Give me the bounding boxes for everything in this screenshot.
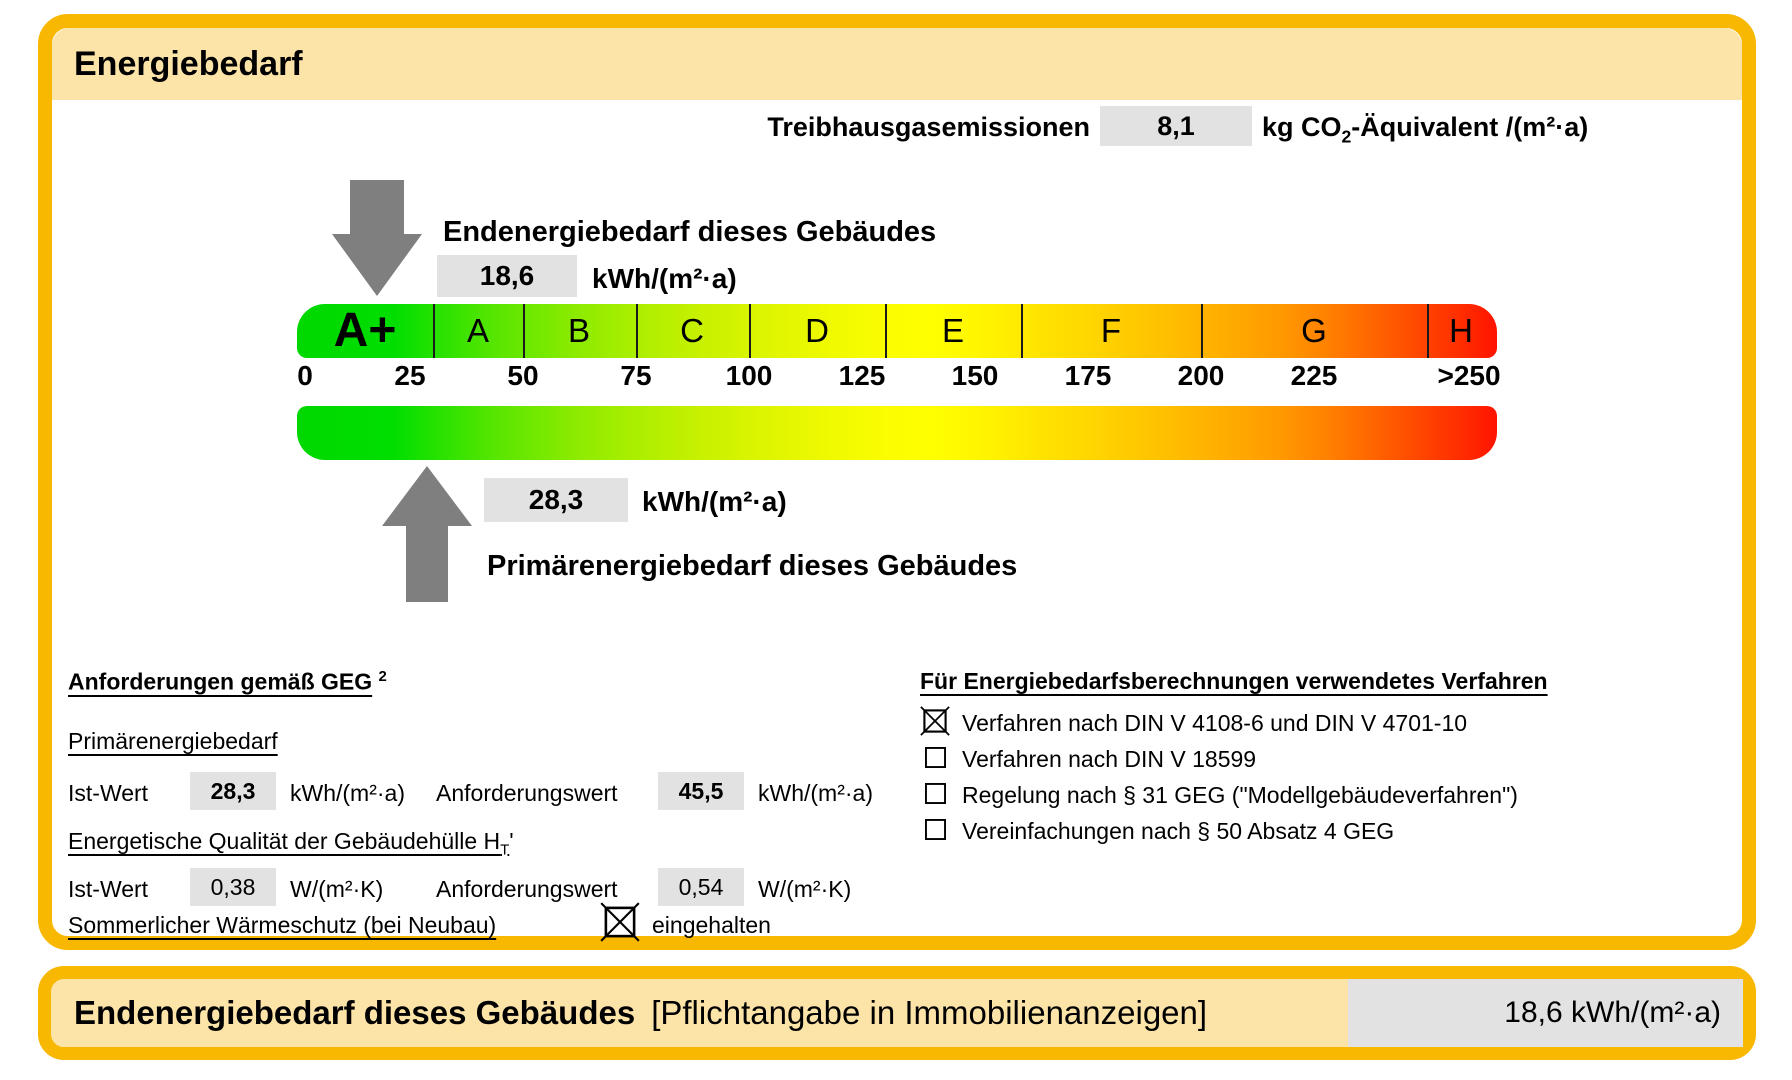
tick-25: 25 [394,360,426,391]
class-label-c: C [680,312,704,349]
unchecked-checkbox-icon[interactable] [922,816,949,843]
tick-125: 125 [838,360,886,391]
tick-175: 175 [1064,360,1112,391]
primary-energy-unit: kWh/(m²·a) [642,486,787,517]
tick-150: 150 [951,360,999,391]
footer-label: Endenergiebedarf dieses Gebäudes [74,994,636,1031]
primary-actual-value-field[interactable] [190,772,276,810]
main-panel-frame [38,14,1756,950]
unchecked-checkbox-icon[interactable] [922,780,949,807]
footer-value-field[interactable] [1348,979,1743,1047]
summer-protection-heading: Sommerlicher Wärmeschutz (bei Neubau) [68,912,497,938]
class-label-f: F [1100,312,1122,349]
method-item-label: Verfahren nach DIN V 4108-6 und DIN V 4701-10 [962,710,1468,736]
envelope-required-label: Anforderungswert [436,876,618,902]
final-energy-value: 18,6 [479,260,535,291]
summer-protection-status: eingehalten [652,912,771,938]
envelope-actual-unit: W/(m²·K) [290,876,384,902]
class-divider [885,304,887,358]
emissions-value-field[interactable] [1100,106,1252,146]
checked-checkbox-icon[interactable] [600,902,640,942]
primary-required-unit: kWh/(m²·a) [758,780,873,806]
primary-required-label: Anforderungswert [436,780,618,806]
class-divider [433,304,435,358]
emissions-label: Treibhausgasemissionen [767,112,1090,142]
primary-energy-value-field[interactable] [484,478,628,522]
primary-required-value-field[interactable] [658,772,744,810]
tick-250plus: >250 [1437,360,1501,391]
section-header-bar [52,28,1742,100]
envelope-actual-value-field[interactable] [190,868,276,906]
class-label-b: B [567,312,591,349]
final-energy-arrow-shaft [350,180,404,236]
footer-text [74,966,1207,1060]
footer-value: 18,6 kWh/(m²·a) [1504,996,1721,1029]
primary-actual-value: 28,3 [210,777,256,804]
footer-note: [Pflichtangabe in Immobilienanzeigen] [651,994,1208,1031]
final-energy-arrow-icon [332,234,422,296]
emissions-unit: kg $CO_2$-Äquivalent /(m²·a) [1262,112,1589,147]
method-item-label: Regelung nach § 31 GEG ("Modellgebäudeverfahren") [962,782,1518,808]
primary-energy-gradient-band [297,406,1497,460]
primary-required-value: 45,5 [678,777,724,804]
class-divider [636,304,638,358]
checked-checkbox-icon[interactable] [920,706,950,736]
class-label-g: G [1301,312,1327,349]
tick-0: 0 [297,360,313,391]
final-energy-label: Endenergiebedarf dieses Gebäudes [443,216,937,248]
envelope-required-value: 0,54 [678,873,724,900]
tick-200: 200 [1177,360,1225,391]
tick-100: 100 [725,360,773,391]
scale-tick-row [297,360,1501,396]
methods-title: Für Energiebedarfsberechnungen verwendetes Verfahren [920,668,1548,694]
envelope-actual-value: 0,38 [210,873,256,900]
class-label-a: A [466,312,490,349]
final-energy-unit: kWh/(m²·a) [592,263,737,294]
class-label-d: D [805,312,829,349]
primary-actual-unit: kWh/(m²·a) [290,780,405,806]
primary-energy-arrow-shaft [406,524,448,602]
primary-requirement-heading: Primärenergiebedarf [68,728,278,754]
primary-energy-value: 28,3 [528,484,584,515]
class-divider [1201,304,1203,358]
tick-225: 225 [1290,360,1338,391]
final-energy-value-field[interactable] [437,255,577,297]
emissions-value: 8,1 [1157,110,1195,141]
primary-energy-label: Primärenergiebedarf dieses Gebäudes [487,550,1018,582]
tick-50: 50 [507,360,539,391]
requirements-title-superscript: 2 [378,668,387,685]
method-item-label: Verfahren nach DIN V 18599 [962,746,1257,772]
class-divider [1021,304,1023,358]
method-item-label: Vereinfachungen nach § 50 Absatz 4 GEG [962,818,1395,844]
envelope-quality-heading: Energetische Qualität der Gebäudehülle $H_T'$ [68,828,514,859]
envelope-actual-label: Ist-Wert [68,876,149,902]
envelope-required-value-field[interactable] [658,868,744,906]
envelope-required-unit: W/(m²·K) [758,876,852,902]
tick-75: 75 [620,360,652,391]
energy-class-scale [297,304,1497,358]
unchecked-checkbox-icon[interactable] [922,744,949,771]
primary-actual-label: Ist-Wert [68,780,149,806]
class-divider [523,304,525,358]
class-label-h: H [1449,312,1473,349]
class-label-e: E [941,312,965,349]
class-label-aplus: A+ [333,304,397,357]
class-divider [1427,304,1429,358]
class-divider [749,304,751,358]
primary-energy-arrow-icon [382,466,472,526]
section-title: Energiebedarf [74,45,303,83]
requirements-title: Anforderungen gemäß GEG $^2$ [68,668,387,695]
